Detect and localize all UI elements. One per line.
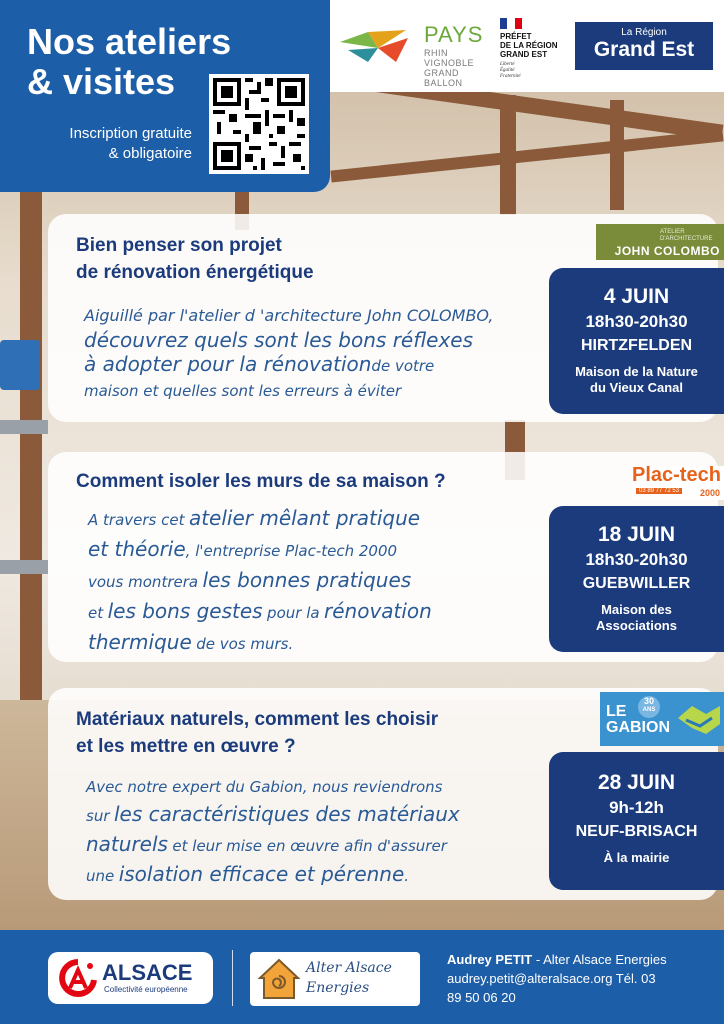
desc-line: Aiguillé par l'atelier d 'architecture John COLOMBO, bbox=[84, 306, 494, 325]
john-colombo-logo bbox=[596, 224, 724, 260]
motto-line: Égalité bbox=[500, 68, 515, 73]
prefet-motto bbox=[500, 62, 521, 80]
partner-name-line: GABION bbox=[606, 719, 670, 736]
motto-line: Fraternité bbox=[500, 74, 521, 79]
handshake-icon bbox=[676, 700, 722, 740]
pays-subtitle bbox=[424, 48, 488, 88]
desc-emphasis: les bons gestes bbox=[107, 599, 263, 623]
desc-text: A travers cet bbox=[88, 511, 185, 529]
event-city: GUEBWILLER bbox=[582, 575, 691, 592]
alsace-subtitle: Collectivité européenne bbox=[104, 985, 188, 994]
event-time: 18h30-20h30 bbox=[585, 312, 688, 331]
desc-line: découvrez quels sont les bons réflexes bbox=[84, 328, 474, 352]
motto-line: Liberté bbox=[500, 62, 515, 67]
ladder-rung bbox=[0, 560, 48, 574]
event-title bbox=[76, 232, 314, 286]
event-date-box-1 bbox=[549, 268, 724, 414]
partner-name: Plac-tech bbox=[632, 464, 721, 486]
partner-subtitle-line: ATELIER bbox=[660, 229, 685, 235]
desc-text: sur bbox=[86, 807, 110, 825]
title-line: & visites bbox=[27, 61, 176, 102]
partner-subtitle-line: D'ARCHITECTURE bbox=[660, 236, 713, 242]
desc-emphasis: rénovation bbox=[324, 599, 432, 623]
event-date-box-2 bbox=[549, 506, 724, 652]
prefet-name bbox=[500, 32, 557, 59]
partner-subtitle bbox=[660, 229, 712, 243]
event-date-box-3 bbox=[549, 752, 724, 890]
region-grand-est-logo bbox=[575, 22, 713, 70]
desc-emphasis: les bonnes pratiques bbox=[202, 568, 412, 592]
event-date: 28 JUIN bbox=[597, 771, 676, 794]
alsace-emblem-icon bbox=[56, 958, 102, 998]
prefet-line: DE LA RÉGION bbox=[500, 41, 558, 50]
place-line: Associations bbox=[596, 618, 677, 633]
marianne-icon bbox=[500, 18, 522, 29]
desc-text: , l'entreprise Plac-tech 2000 bbox=[185, 542, 398, 560]
house-icon bbox=[256, 956, 302, 1002]
event-city: NEUF-BRISACH bbox=[575, 823, 698, 840]
desc-text: et bbox=[88, 604, 104, 622]
alter-name-line: Energies bbox=[306, 980, 370, 996]
desc-text: pour la bbox=[267, 604, 320, 622]
event-title: Comment isoler les murs de sa maison ? bbox=[76, 471, 446, 492]
contact-email[interactable]: audrey.petit@alteralsace.org Tél. 03 bbox=[447, 971, 656, 986]
desc-text: et leur mise en œuvre afin d'assurer bbox=[172, 837, 447, 855]
event-title-line: de rénovation énergétique bbox=[76, 262, 314, 283]
event-title-line: Bien penser son projet bbox=[76, 235, 282, 256]
roof-beam bbox=[610, 100, 624, 210]
desc-text: une bbox=[86, 867, 115, 885]
alter-name-line: Alter Alsace bbox=[306, 960, 392, 976]
subtitle-line: & obligatoire bbox=[108, 145, 192, 162]
place-line: Maison de la Nature bbox=[575, 364, 698, 379]
partner-year: 2000 bbox=[700, 488, 721, 498]
bird-icon bbox=[338, 28, 418, 68]
place-line: du Vieux Canal bbox=[590, 380, 683, 395]
roof-beam bbox=[330, 129, 723, 182]
subtitle-line: Inscription gratuite bbox=[69, 125, 192, 142]
event-title bbox=[76, 706, 438, 760]
place-line: Maison des bbox=[601, 602, 672, 617]
desc-text: vous montrera bbox=[88, 573, 199, 591]
partner-name: JOHN COLOMBO bbox=[614, 244, 720, 258]
contact-org: - Alter Alsace Energies bbox=[532, 952, 667, 967]
contact-name: Audrey PETIT bbox=[447, 952, 533, 967]
event-time: 18h30-20h30 bbox=[585, 550, 688, 569]
event-date: 18 JUIN bbox=[597, 523, 676, 546]
registration-note bbox=[20, 124, 192, 164]
footer-divider bbox=[232, 950, 233, 1006]
event-date: 4 JUIN bbox=[603, 285, 670, 308]
desc-emphasis: atelier mêlant pratique bbox=[188, 506, 421, 530]
desc-emphasis: les caractéristiques des matériaux bbox=[113, 802, 460, 826]
desc-emphasis: et théorie bbox=[88, 537, 186, 561]
event-title-line: et les mettre en œuvre ? bbox=[76, 736, 296, 757]
qr-code-icon[interactable] bbox=[209, 74, 309, 174]
event-city: HIRTZFELDEN bbox=[580, 337, 693, 354]
partner-phone: 03 89 77 72 53 bbox=[636, 488, 682, 494]
partner-logos-bar bbox=[330, 0, 724, 92]
desc-emphasis: naturels bbox=[86, 832, 168, 856]
region-label: La Région bbox=[621, 27, 667, 38]
anniversary-badge bbox=[638, 696, 660, 718]
prefet-line: GRAND EST bbox=[500, 50, 548, 59]
contact-info bbox=[447, 950, 709, 1007]
event-description bbox=[86, 774, 460, 891]
event-description bbox=[84, 304, 493, 403]
roof-beam bbox=[500, 95, 516, 215]
contact-phone[interactable]: 89 50 06 20 bbox=[447, 990, 516, 1005]
page-title bbox=[27, 22, 231, 102]
alsace-logo bbox=[48, 952, 213, 1004]
footer bbox=[0, 930, 724, 1024]
event-place bbox=[549, 850, 724, 866]
header-panel bbox=[0, 0, 330, 192]
desc-emphasis: thermique bbox=[88, 630, 192, 654]
event-description bbox=[88, 504, 432, 659]
partner-name-line: LE bbox=[606, 703, 627, 720]
alter-alsace-logo bbox=[250, 952, 420, 1006]
event-place bbox=[549, 602, 724, 634]
desc-emphasis: à adopter pour la rénovation bbox=[84, 352, 372, 376]
region-name: Grand Est bbox=[593, 38, 695, 61]
alter-name bbox=[306, 958, 392, 998]
title-line: Nos ateliers bbox=[27, 21, 232, 62]
alsace-name: ALSACE bbox=[102, 960, 193, 985]
ladder-clamp bbox=[0, 340, 40, 390]
pays-subtitle-line: RHIN VIGNOBLE bbox=[424, 48, 475, 68]
desc-emphasis: isolation efficace et pérenne bbox=[118, 862, 405, 886]
event-title-line: Matériaux naturels, comment les choisir bbox=[76, 709, 439, 730]
pays-subtitle-line: GRAND BALLON bbox=[424, 68, 463, 88]
badge-label: ANS bbox=[642, 707, 656, 713]
pays-logo bbox=[338, 18, 488, 88]
place-line: À la mairie bbox=[603, 850, 670, 865]
event-place bbox=[549, 364, 724, 396]
ladder-rung bbox=[0, 420, 48, 434]
desc-line: maison et quelles sont les erreurs à éviter bbox=[84, 382, 402, 400]
desc-text: . bbox=[404, 867, 410, 885]
desc-text: de vos murs. bbox=[196, 635, 294, 653]
badge-number: 30 bbox=[643, 696, 654, 706]
desc-text: de votre bbox=[371, 357, 435, 375]
plac-tech-logo bbox=[632, 466, 724, 500]
prefet-line: PRÉFET bbox=[500, 32, 532, 41]
pays-title: PAYS bbox=[424, 22, 484, 47]
desc-line: Avec notre expert du Gabion, nous reviendrons bbox=[86, 778, 443, 796]
prefet-logo bbox=[500, 18, 570, 78]
le-gabion-logo bbox=[600, 692, 724, 746]
event-time: 9h-12h bbox=[609, 798, 664, 817]
